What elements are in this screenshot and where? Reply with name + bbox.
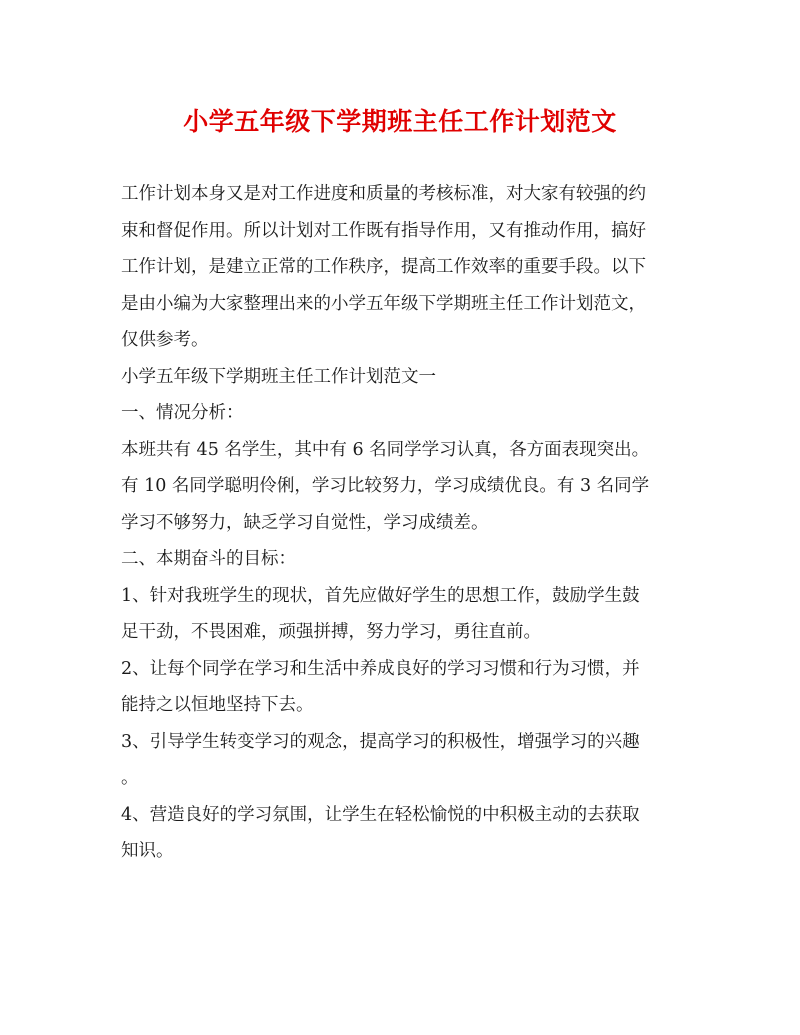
situation-paragraph: 本班共有 45 名学生，其中有 6 名同学学习认真，各方面表现突出。 有 10 名同学聪明伶俐，学习比较努力，学习成绩优良。有 3 名同学 学习不够努力，缺乏学习自觉性，学习成绩差。 — [121, 439, 650, 533]
goal-item-2: 2、让每个同学在学习和生活中养成良好的学习习惯和行为习惯，并 能持之以恒地坚持下去。 — [121, 658, 640, 715]
section-heading: 小学五年级下学期班主任工作计划范文一 — [121, 366, 436, 387]
goal-item-4: 4、营造良好的学习氛围，让学生在轻松愉悦的中积极主动的去获取 知识。 — [121, 804, 640, 861]
subheading-situation: 一、情况分析： — [121, 403, 244, 423]
goal-item-1: 1、针对我班学生的现状，首先应做好学生的思想工作，鼓励学生鼓 足干劲，不畏困难，顽强拼搏，努力学习，勇往直前。 — [121, 585, 640, 642]
document-title: 小学五年级下学期班主任工作计划范文 — [183, 107, 617, 136]
subheading-goals: 二、本期奋斗的目标： — [121, 549, 296, 569]
goal-item-3: 3、引导学生转变学习的观念，提高学习的积极性，增强学习的兴趣 。 — [121, 731, 640, 788]
intro-paragraph: 工作计划本身又是对工作进度和质量的考核标准，对大家有较强的约 束和督促作用。所以计划对工作既有指导作用，又有推动作用，搞好 工作计划，是建立正常的工作秩序，提高工作效率的重要手段。以下 是由小编为大家整理出来的小学五年级下学期班主任工作计划范文， 仅供参考。 — [121, 184, 646, 350]
document-body — [121, 176, 681, 870]
